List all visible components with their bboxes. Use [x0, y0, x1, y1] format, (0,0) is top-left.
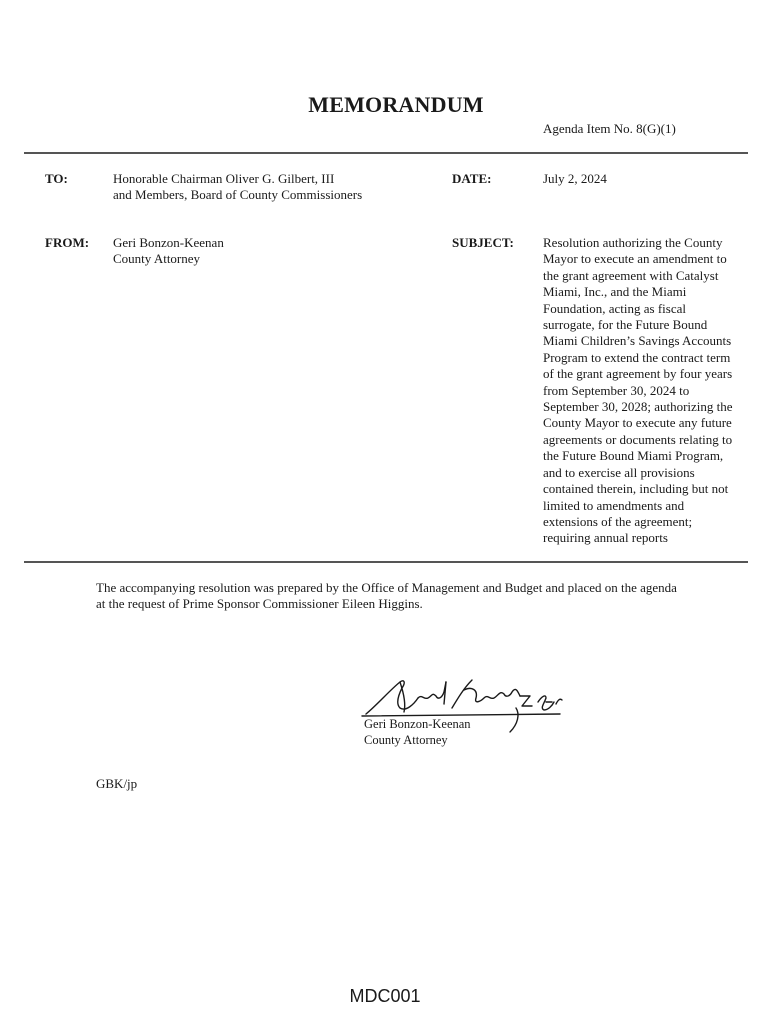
typist-initials: GBK/jp: [96, 776, 138, 791]
subject-line: contained therein, including but not: [543, 481, 729, 497]
subject-line: Resolution authorizing the County: [543, 235, 723, 250]
subject-line: September 30, 2028; authorizing the: [543, 399, 733, 415]
subject-line: agreements or documents relating to: [543, 431, 733, 447]
from-line: Geri Bonzon-Keenan: [113, 235, 224, 250]
subject-line: Foundation, acting as fiscal: [543, 300, 686, 316]
subject-line: extensions of the agreement;: [543, 513, 693, 529]
from-label: FROM:: [45, 235, 90, 250]
subject-value: [543, 235, 749, 547]
subject-line: and to exercise all provisions: [543, 464, 695, 480]
subject-line: Miami, Inc., and the Miami: [543, 284, 687, 300]
from-line: County Attorney: [113, 251, 201, 267]
agenda-item-number: Agenda Item No. 8(G)(1): [543, 121, 676, 136]
body-paragraph: [96, 580, 746, 613]
subject-line: County Mayor to execute any future: [543, 415, 732, 431]
subject-line: Program to extend the contract term: [543, 349, 731, 365]
to-line: Honorable Chairman Oliver G. Gilbert, III: [113, 171, 335, 186]
to-label: TO:: [45, 171, 68, 186]
subject-line: the Future Bound Miami Program,: [543, 448, 724, 464]
subject-label: SUBJECT:: [452, 235, 514, 250]
to-value: [113, 171, 433, 204]
subject-line: Mayor to execute an amendment to: [543, 251, 727, 267]
subject-line: requiring annual reports: [543, 530, 668, 546]
signatory-block: [364, 716, 471, 748]
from-value: [113, 235, 433, 268]
memo-title: MEMORANDUM: [308, 92, 484, 117]
date-label: DATE:: [452, 171, 492, 186]
subject-line: surrogate, for the Future Bound: [543, 317, 708, 333]
subject-line: from September 30, 2024 to: [543, 382, 690, 398]
header-divider: [24, 152, 748, 154]
date-value: July 2, 2024: [543, 171, 607, 186]
subject-line: limited to amendments and: [543, 497, 685, 513]
body-line: The accompanying resolution was prepared by the Office of Management and Budget and placed on the agenda: [96, 580, 677, 595]
signatory-title: County Attorney: [364, 733, 448, 747]
body-line: at the request of Prime Sponsor Commissioner Eileen Higgins.: [96, 596, 423, 612]
body-divider: [24, 561, 748, 563]
document-code: MDC001: [349, 986, 421, 1006]
subject-line: of the grant agreement by four years: [543, 366, 733, 382]
subject-line: Miami Children’s Savings Accounts: [543, 333, 732, 349]
to-line: and Members, Board of County Commissioners: [113, 187, 363, 203]
subject-line: the grant agreement with Catalyst: [543, 267, 719, 283]
signatory-name: Geri Bonzon-Keenan: [364, 717, 471, 731]
